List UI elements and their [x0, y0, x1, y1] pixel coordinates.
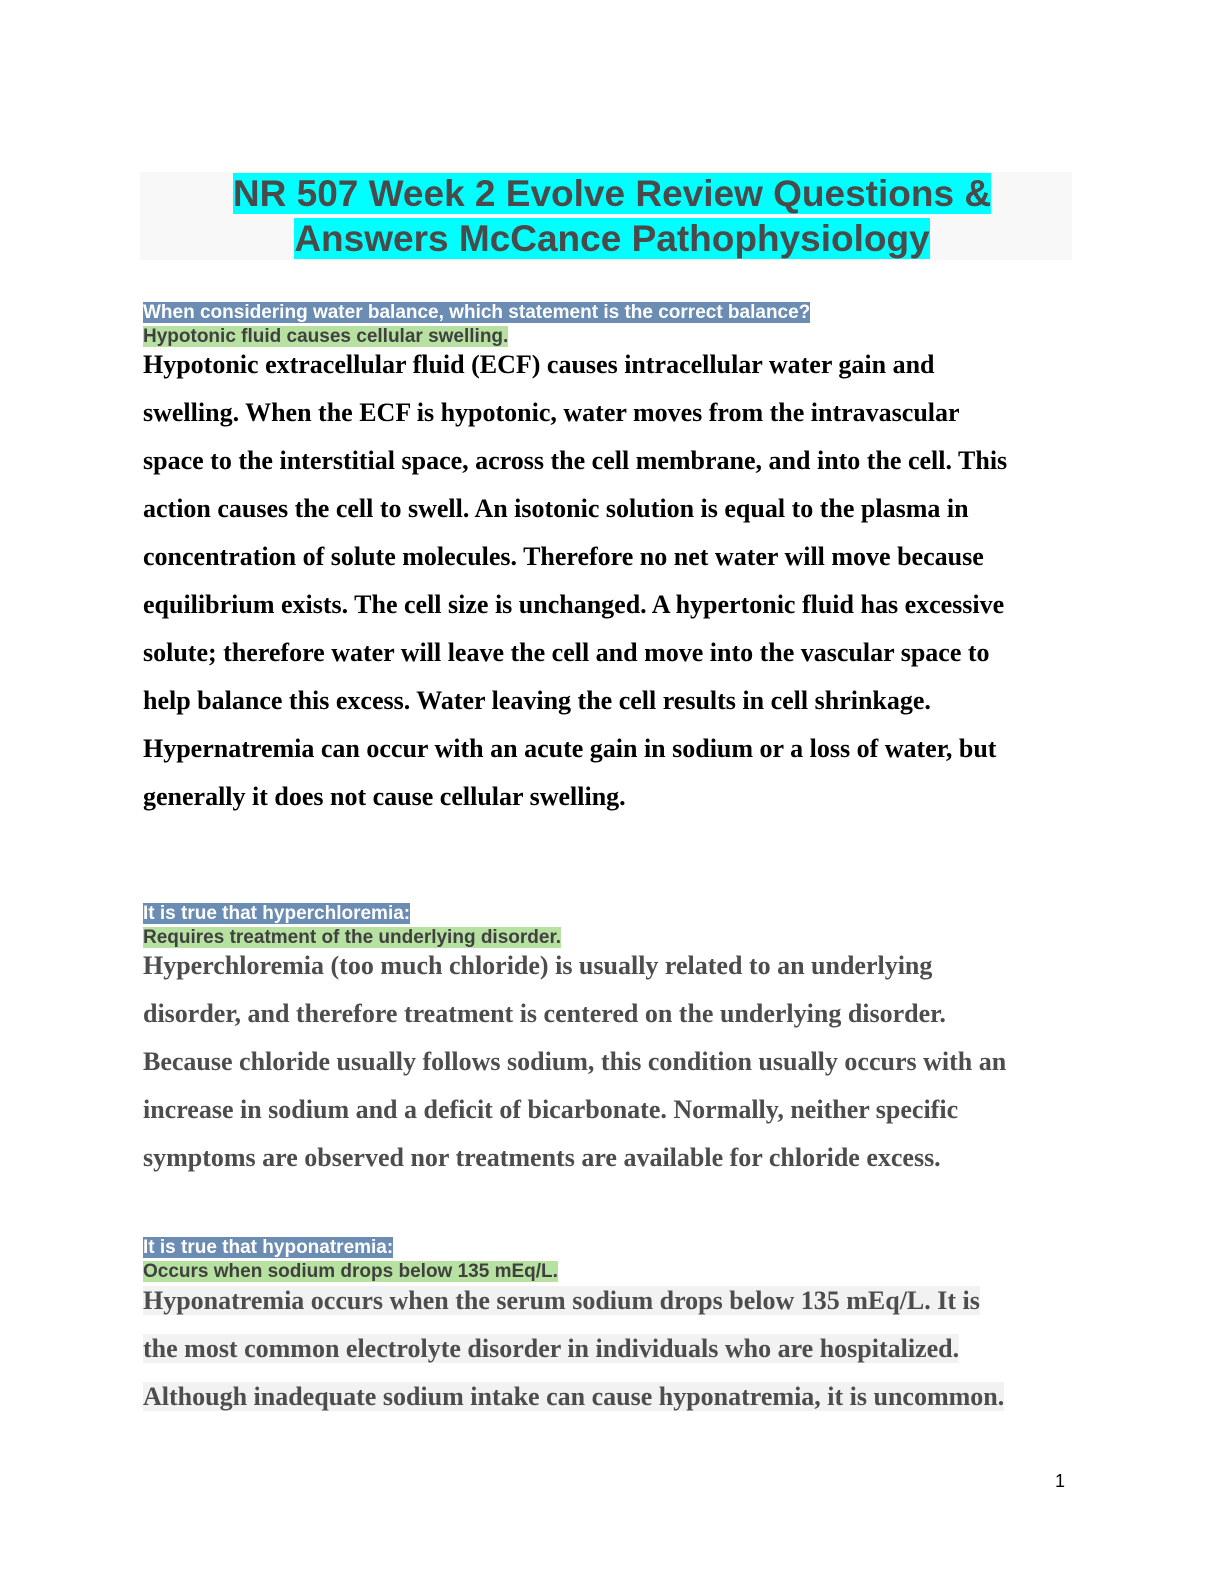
- explanation-line: Hyperchloremia (too much chloride) is usually related to an underlying: [143, 951, 933, 980]
- explanation-line: equilibrium exists. The cell size is unchanged. A hypertonic fluid has excessive: [143, 590, 1005, 619]
- explanation-line: increase in sodium and a deficit of bicarbonate. Normally, neither specific: [143, 1095, 959, 1124]
- explanation-line: Hypernatremia can occur with an acute gain in sodium or a loss of water, but: [143, 734, 997, 763]
- explanation-line: Hypotonic extracellular fluid (ECF) causes intracellular water gain and: [143, 350, 935, 379]
- question-3: It is true that hyponatremia:: [143, 1237, 394, 1258]
- page-title-line-2: Answers McCance Pathophysiology: [294, 218, 930, 259]
- explanation-3: [143, 1277, 1073, 1421]
- explanation-line: concentration of solute molecules. Therefore no net water will move because: [143, 542, 984, 571]
- explanation-2: [143, 942, 1073, 1182]
- explanation-line: action causes the cell to swell. An isotonic solution is equal to the plasma in: [143, 494, 969, 523]
- explanation-line: Because chloride usually follows sodium, this condition usually occurs with an: [143, 1047, 1007, 1076]
- explanation-line: generally it does not cause cellular swelling.: [143, 782, 626, 811]
- question-2: It is true that hyperchloremia:: [143, 903, 411, 924]
- page-number: 1: [1055, 1471, 1066, 1491]
- explanation-line: Hyponatremia occurs when the serum sodium drops below 135 mEq/L. It is: [143, 1286, 980, 1315]
- explanation-line: Although inadequate sodium intake can cause hyponatremia, it is uncommon.: [143, 1382, 1005, 1411]
- page-title-line-1: NR 507 Week 2 Evolve Review Questions &: [232, 173, 992, 214]
- explanation-line: swelling. When the ECF is hypotonic, water moves from the intravascular: [143, 398, 960, 427]
- question-1: When considering water balance, which statement is the correct balance?: [143, 302, 811, 323]
- explanation-line: space to the interstitial space, across the cell membrane, and into the cell. This: [143, 446, 1008, 475]
- explanation-line: the most common electrolyte disorder in individuals who are hospitalized.: [143, 1334, 960, 1363]
- explanation-line: disorder, and therefore treatment is centered on the underlying disorder.: [143, 999, 946, 1028]
- explanation-line: solute; therefore water will leave the cell and move into the vascular space to: [143, 638, 990, 667]
- explanation-line: help balance this excess. Water leaving the cell results in cell shrinkage.: [143, 686, 931, 715]
- explanation-line: symptoms are observed nor treatments are available for chloride excess.: [143, 1143, 941, 1172]
- answer-1: Hypotonic fluid causes cellular swelling.: [143, 326, 509, 347]
- answer-3: Occurs when sodium drops below 135 mEq/L.: [143, 1261, 558, 1282]
- explanation-1: [143, 341, 1073, 821]
- answer-2: Requires treatment of the underlying disorder.: [143, 927, 562, 948]
